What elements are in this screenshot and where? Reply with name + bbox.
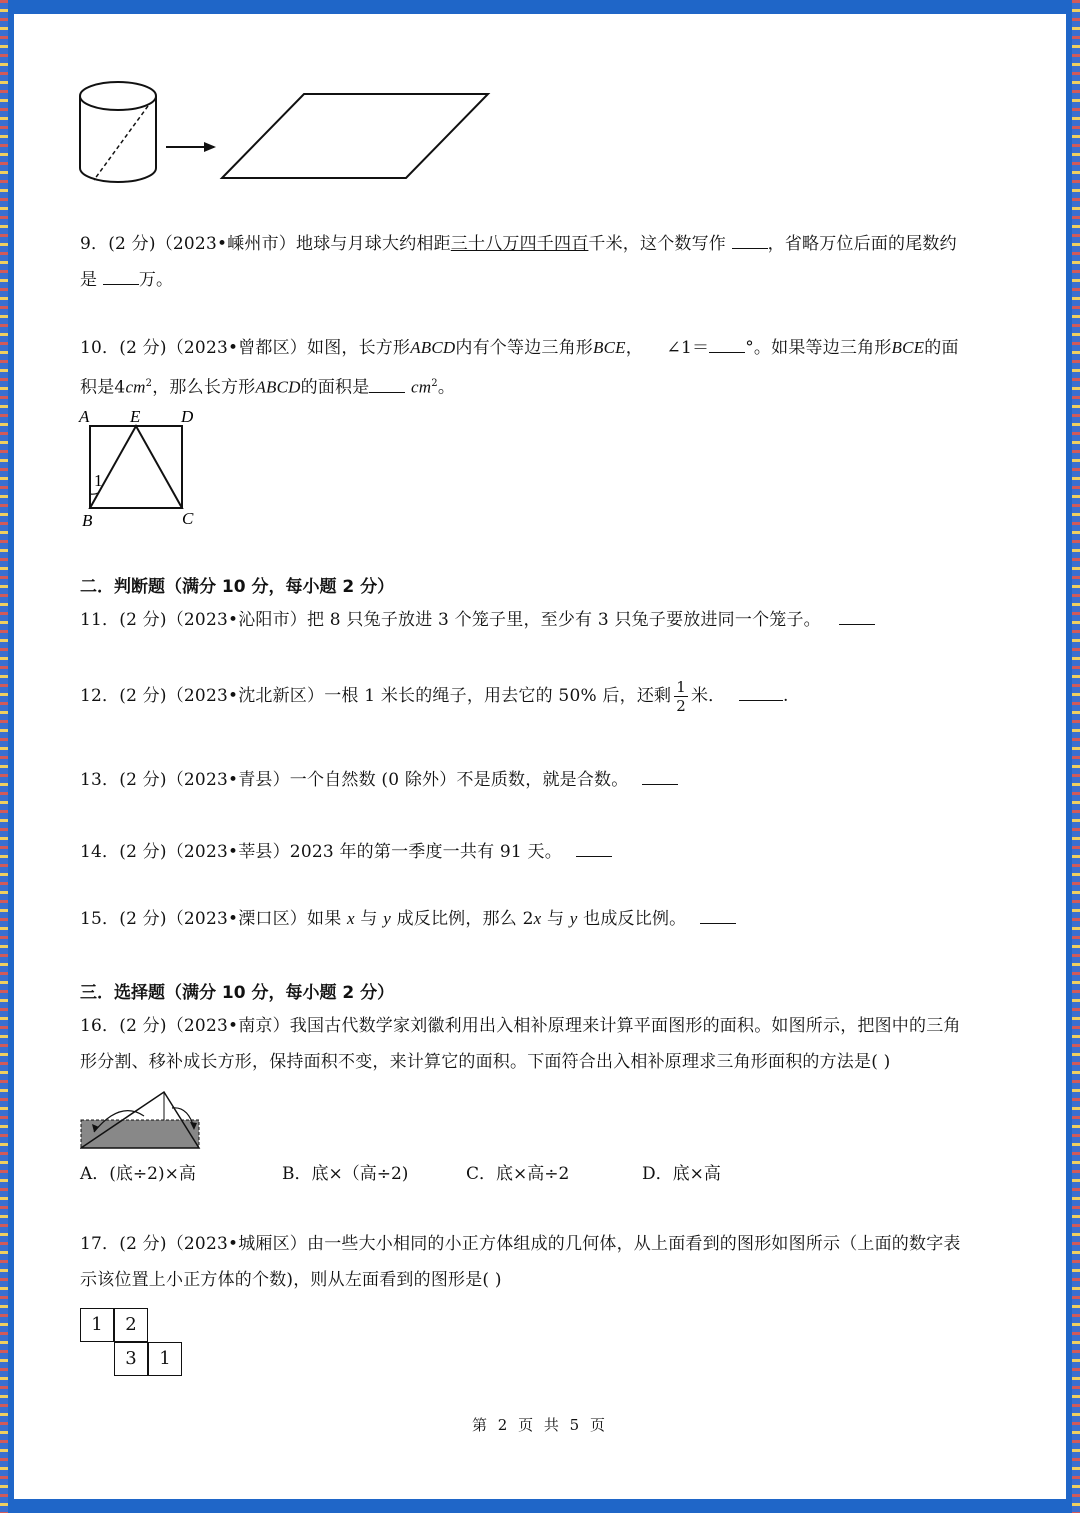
cylinder-cut-line xyxy=(94,106,148,180)
answer-blank[interactable] xyxy=(709,334,745,353)
grid-cell: 3 xyxy=(114,1342,148,1376)
question-15: 15．(2 分)（2023•溧口区）如果 x 与 y 成反比例，那么 2x 与 y 也成反比例。 xyxy=(80,901,1010,937)
label-e: E xyxy=(130,407,141,426)
grid-cell: 2 xyxy=(114,1308,148,1342)
answer-blank[interactable] xyxy=(732,230,768,249)
rectangle-triangle-figure xyxy=(76,406,216,536)
rectangle-abcd xyxy=(90,426,182,508)
label-a: A xyxy=(79,407,90,426)
document-page xyxy=(14,14,1066,1499)
parallelogram xyxy=(222,94,488,178)
question-17: 17．(2 分)（2023•城厢区）由一些大小相同的小正方体组成的几何体，从上面看到的图形如图所示（上面的数字表 示该位置上小正方体的个数)，则从左面看到的图形是( ) xyxy=(80,1234,961,1290)
option-d[interactable]: D．底×高 xyxy=(642,1164,721,1184)
question-13: 13．(2 分)（2023•青县）一个自然数 (0 除外）不是质数，就是合数。 xyxy=(80,762,1010,798)
page-footer: 第 2 页 共 5 页 xyxy=(472,1416,608,1434)
fraction-one-half: $\frac{1}{2}$ xyxy=(676,678,686,715)
question-16: 16．(2 分)（2023•南京）我国古代数学家刘徽利用出入相补原理来计算平面图形的面积。如图所示，把图中的三角 形分割、移补成长方形，保持面积不变，来计算它的面积。下面符合出入相补原理求三角形面积的方法是( ) xyxy=(80,1016,961,1072)
top-view-grid xyxy=(80,1308,190,1380)
option-c[interactable]: C．底×高÷2 xyxy=(466,1164,570,1184)
answer-blank[interactable] xyxy=(576,838,612,857)
question-9: 9．(2 分)（2023•嵊州市）地球与月球大约相距三十八万四千四百千米，这个数写作 ，省略万位后面的尾数约 是 万。 xyxy=(80,226,1010,298)
option-a[interactable]: A．(底÷2)×高 xyxy=(80,1164,196,1184)
section-2-title: 二．判断题（满分 10 分，每小题 2 分） xyxy=(80,577,395,597)
label-c: C xyxy=(182,509,194,528)
option-b[interactable]: B．底×（高÷2) xyxy=(282,1164,409,1184)
arrow-head xyxy=(204,142,216,152)
grid-cell: 1 xyxy=(148,1342,182,1376)
cylinder-top xyxy=(80,82,156,110)
resulting-rectangle xyxy=(81,1120,199,1148)
section-3-title: 三．选择题（满分 10 分，每小题 2 分） xyxy=(80,983,395,1003)
grid-cell: 1 xyxy=(80,1308,114,1342)
question-11: 11．(2 分)（2023•沁阳市）把 8 只兔子放进 3 个笼子里，至少有 3 只兔子要放进同一个笼子。 xyxy=(80,602,1010,638)
triangle-bce xyxy=(90,426,182,508)
question-12: 12．(2 分)（2023•沈北新区）一根 1 米长的绳子，用去它的 50% 后，还剩 $\frac{1}{2}$ 米． . xyxy=(80,678,789,715)
answer-blank[interactable] xyxy=(839,606,875,625)
question-14: 14．(2 分)（2023•莘县）2023 年的第一季度一共有 91 天。 xyxy=(80,834,1010,870)
label-b: B xyxy=(82,511,93,530)
answer-blank[interactable] xyxy=(739,682,783,701)
answer-blank[interactable] xyxy=(700,905,736,924)
label-angle-1: 1 xyxy=(94,471,103,490)
label-d: D xyxy=(181,407,194,426)
liu-hui-triangle-figure xyxy=(80,1090,204,1150)
right-border-decoration xyxy=(1072,0,1080,1513)
answer-blank[interactable] xyxy=(103,266,139,285)
answer-blank[interactable] xyxy=(642,766,678,785)
cylinder-bottom xyxy=(80,168,156,182)
answer-blank[interactable] xyxy=(369,374,405,393)
question-10: 10．(2 分)（2023•曾都区）如图，长方形ABCD内有个等边三角形BCE， ∠1＝ °。如果等边三角形BCE的面 积是$4cm^2$，那么长方形ABCD的面积是 $cm^2$。 xyxy=(80,330,1010,406)
cylinder-unroll-figure xyxy=(76,78,496,190)
left-border-decoration xyxy=(0,0,8,1513)
